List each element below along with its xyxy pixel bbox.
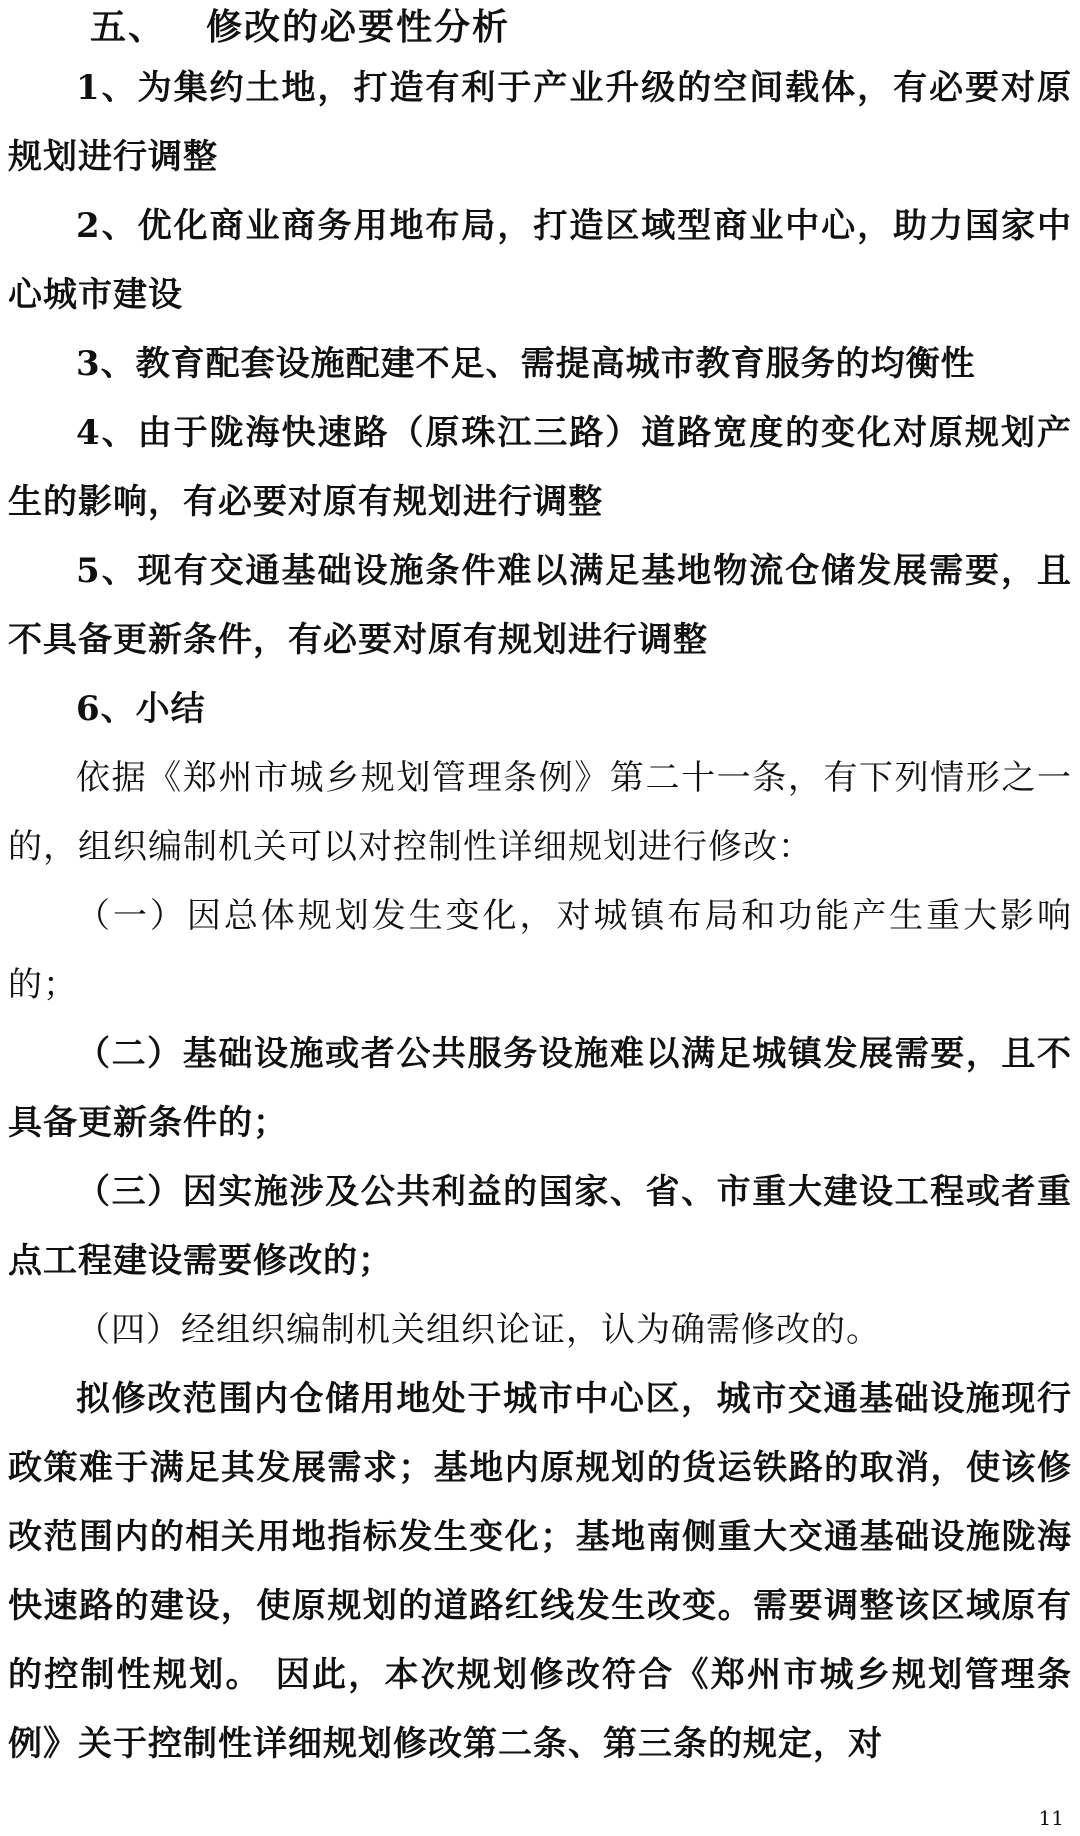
section-number: 五、 xyxy=(90,6,167,48)
section-heading xyxy=(8,0,1072,54)
paragraph-6: 6、小结 xyxy=(76,689,206,729)
page-content xyxy=(8,0,1072,1779)
paragraph-4: 4、由于陇海快速路（原珠江三路）道路宽度的变化对原规划产生的影响，有必要对原有规划进行调整 xyxy=(8,413,1072,522)
paragraph-1: 1、为集约土地，打造有利于产业升级的空间载体，有必要对原规划进行调整 xyxy=(8,68,1072,177)
page-number: 11 xyxy=(1038,1806,1064,1830)
paragraph-basis: 依据《郑州市城乡规划管理条例》第二十一条，有下列情形之一的，组织编制机关可以对控制性详细规划进行修改： xyxy=(8,758,1072,867)
clause-4: （四）经组织编制机关组织论证，认为确需修改的。 xyxy=(76,1310,881,1350)
paragraph-conclusion: 拟修改范围内仓储用地处于城市中心区，城市交通基础设施现行政策难于满足其发展需求；基地内原规划的货运铁路的取消，使该修改范围内的相关用地指标发生变化；基地南侧重大交通基础设施陇海快速路的建设，使原规划的道路红线发生改变。需要调整该区域原有的控制性规划。 因此，本次规划修改符合《郑州市城乡规划管理条例》关于控制性详细规划修改第二条、第三条的规定，对 xyxy=(8,1379,1072,1764)
clause-2: （二）基础设施或者公共服务设施难以满足城镇发展需要，且不具备更新条件的； xyxy=(8,1034,1072,1143)
clause-3: （三）因实施涉及公共利益的国家、省、市重大建设工程或者重点工程建设需要修改的； xyxy=(8,1172,1072,1281)
clause-1: （一）因总体规划发生变化，对城镇布局和功能产生重大影响的； xyxy=(8,896,1072,1005)
paragraph-3: 3、教育配套设施配建不足、需提高城市教育服务的均衡性 xyxy=(76,344,976,384)
paragraph-5: 5、现有交通基础设施条件难以满足基地物流仓储发展需要，且不具备更新条件，有必要对原有规划进行调整 xyxy=(8,551,1072,660)
paragraph-2: 2、优化商业商务用地布局，打造区域型商业中心，助力国家中心城市建设 xyxy=(8,206,1072,315)
section-title: 修改的必要性分析 xyxy=(206,6,511,48)
